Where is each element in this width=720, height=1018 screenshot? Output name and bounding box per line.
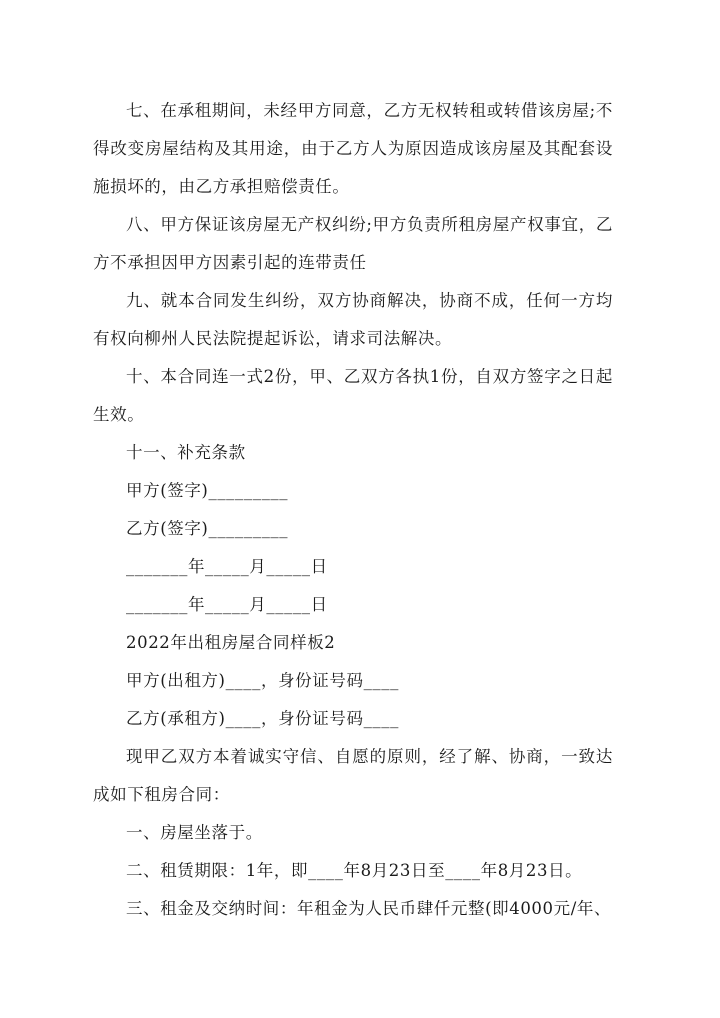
contract-text — [93, 92, 613, 928]
party-a-signature-line: 甲方(签字)_________ — [126, 481, 289, 500]
party-b-signature-line: 乙方(签字)_________ — [126, 519, 289, 538]
clause-8: 八、甲方保证该房屋无产权纠纷;甲方负责所租房屋产权事宜，乙方不承担因甲方因素引起的连带责任 — [93, 215, 613, 272]
contract-2-title: 2022年出租房屋合同样板2 — [126, 633, 336, 652]
preamble: 现甲乙双方本着诚实守信、自愿的原则，经了解、协商，一致达成如下租房合同： — [93, 747, 613, 804]
clause-10: 十、本合同连一式2份，甲、乙双方各执1份，自双方签字之日起生效。 — [93, 367, 613, 424]
clause-9: 九、就本合同发生纠纷，双方协商解决，协商不成，任何一方均有权向柳州人民法院提起诉讼，请求司法解决。 — [93, 291, 613, 348]
clause-3-rent: 三、租金及交纳时间：年租金为人民币肆仟元整(即4000元/年、 — [126, 899, 612, 918]
clause-1-location: 一、房屋坐落于。 — [126, 823, 263, 842]
clause-11-supplementary: 十一、补充条款 — [126, 443, 246, 462]
clause-2-term: 二、租赁期限：1年，即____年8月23日至____年8月23日。 — [126, 861, 583, 880]
lessor-line: 甲方(出租方)____，身份证号码____ — [126, 671, 399, 690]
lessee-line: 乙方(承租方)____，身份证号码____ — [126, 709, 399, 728]
date-line-1: _______年_____月_____日 — [126, 557, 328, 576]
date-line-2: _______年_____月_____日 — [126, 595, 328, 614]
clause-7: 七、在承租期间，未经甲方同意，乙方无权转租或转借该房屋;不得改变房屋结构及其用途，由于乙方人为原因造成该房屋及其配套设施损坏的，由乙方承担赔偿责任。 — [93, 101, 613, 196]
